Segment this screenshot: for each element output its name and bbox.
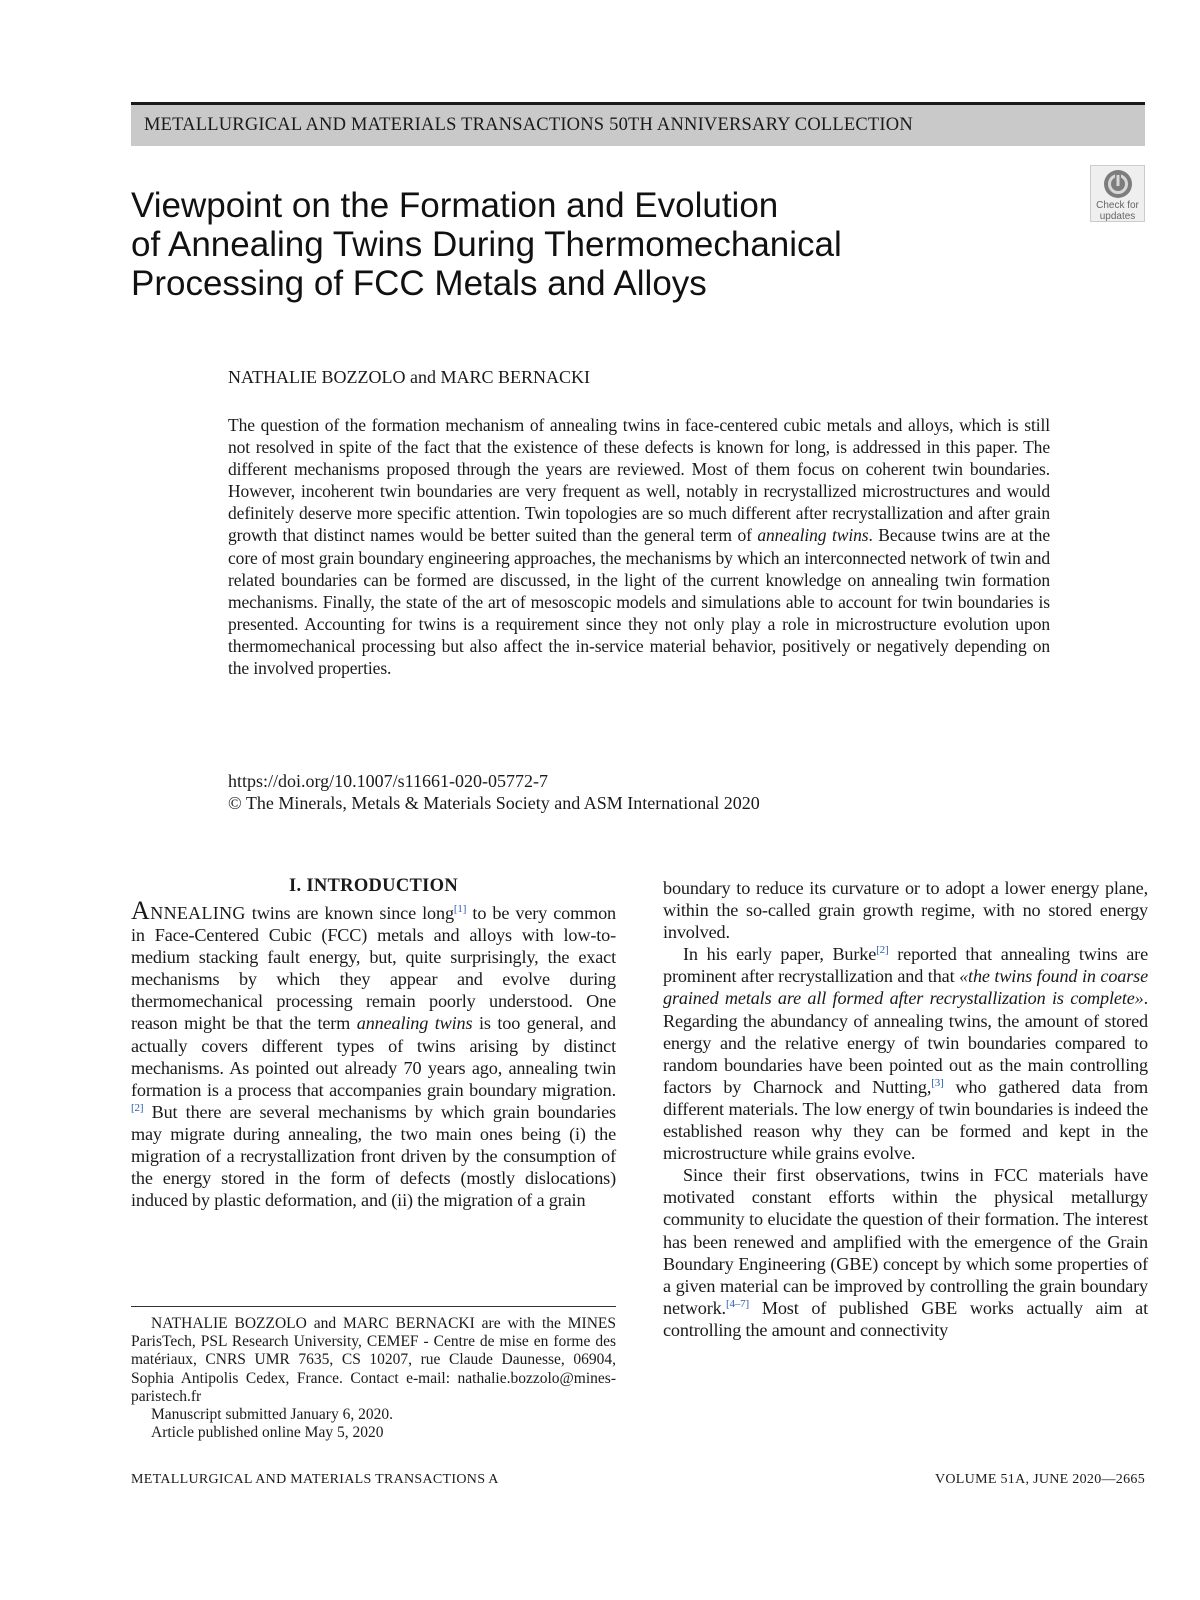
- publication-date: Article published online May 5, 2020: [151, 1424, 384, 1442]
- check-for-updates-badge[interactable]: [1090, 165, 1145, 222]
- footer-volume-page: VOLUME 51A, JUNE 2020—2665: [934, 1472, 1145, 1487]
- submission-date: Manuscript submitted January 6, 2020.: [151, 1406, 393, 1424]
- intro-paragraph-2: In his early paper, Burke[2] reported that annealing twins are prominent after recrystallization and that «the twins found in coarse grained metals are all formed after recrystallization is complete». Regarding the abundancy of annealing twins, the amount of stored energy and the relative energy of twin boundaries compared to random boundaries have been pointed out as the main controlling factors by Charnock and Nutting,[3] who gathered data from different materials. The low energy of twin boundaries is indeed the established reason why they can be formed and kept in the microstructure while grains evolve.: [663, 944, 1148, 1164]
- author-footnote: [131, 1315, 616, 1442]
- collection-banner: METALLURGICAL AND MATERIALS TRANSACTIONS 50TH ANNIVERSARY COLLECTION: [131, 102, 1145, 146]
- title-line: of Annealing Twins During Thermomechanical: [131, 225, 842, 264]
- citation-link[interactable]: [3]: [931, 1076, 944, 1089]
- citation-link[interactable]: [2]: [131, 1101, 144, 1114]
- affiliation: NATHALIE BOZZOLO and MARC BERNACKI are with the MINES ParisTech, PSL Research University, CEMEF - Centre de mise en forme des matériaux, CNRS UMR 7635, CS 10207, rue Claude Daunesse, 06904, Sophia Antipolis Cedex, France. Contact e-mail: nathalie.bozzolo@mines-paristech.fr: [131, 1315, 616, 1405]
- copyright: © The Minerals, Metals & Materials Society and ASM International 2020: [228, 793, 760, 813]
- title-line: Viewpoint on the Formation and Evolution: [131, 186, 779, 225]
- intro-column-left: [131, 896, 617, 1211]
- footnote-divider: [131, 1306, 616, 1307]
- dropcap: A: [131, 896, 151, 925]
- citation-link[interactable]: [4–7]: [725, 1297, 750, 1310]
- authors: NATHALIE BOZZOLO and MARC BERNACKI: [228, 367, 590, 387]
- intro-paragraph-3: Since their first observations, twins in FCC materials have motivated constant efforts within the physical metallurgy community to elucidate the question of their formation. The interest has been renewed and amplified with the emergence of the Grain Boundary Engineering (GBE) concept by which some properties of a given material can be improved by controlling the grain boundary network.[4–7] Most of published GBE works actually aim at controlling the amount and connectivity: [663, 1165, 1148, 1340]
- citation-link[interactable]: [1]: [453, 902, 467, 915]
- paper-title: [131, 186, 1031, 303]
- footer-journal: METALLURGICAL AND MATERIALS TRANSACTIONS A: [131, 1472, 499, 1487]
- intro-paragraph-1-start: ANNEALING twins are known since long[1] to be very common in Face-Centered Cubic (FCC) metals and alloys with low-to-medium stacking fault energy, but, quite surprisingly, the exact mechanisms by which they appear and evolve during thermomechanical processing remain poorly understood. One reason might be that the term annealing twins is too general, and actually covers different types of twins arising by distinct mechanisms. As pointed out already 70 years ago, annealing twin formation is a process that accompanies grain boundary migration.[2] But there are several mechanisms by which grain boundaries may migrate during annealing, the two main ones being (i) the migration of a recrystallization front driven by the consumption of the energy stored in the form of defects (mostly dislocations) induced by plastic deformation, and (ii) the migration of a grain: [131, 896, 617, 1211]
- citation-link[interactable]: [2]: [876, 944, 889, 957]
- doi-link[interactable]: https://doi.org/10.1007/s11661-020-05772-7: [228, 771, 549, 791]
- check-for-updates-label: Check for updates: [1096, 200, 1139, 222]
- section-heading: I. INTRODUCTION: [289, 876, 458, 896]
- intro-column-right: [663, 877, 1148, 1341]
- abstract: The question of the formation mechanism of annealing twins in face-centered cubic metals and alloys, which is still not resolved in spite of the fact that the existence of these defects is known for long, is addressed in this paper. The different mechanisms proposed through the years are reviewed. Most of them focus on coherent twin boundaries. However, incoherent twin boundaries are very frequent as well, notably in recrystallized microstructures and would definitely deserve more specific attention. Twin topologies are so much different after recrystallization and after grain growth that distinct names would be better suited than the general term of annealing twins. Because twins are at the core of most grain boundary engineering approaches, the mechanisms by which an interconnected network of twin and related boundaries can be formed are discussed, in the light of the current knowledge on annealing twin formation mechanisms. Finally, the state of the art of mesoscopic models and simulations able to account for twin boundaries is presented. Accounting for twins is a requirement since they not only play a role in microstructure evolution upon thermomechanical processing but also affect the in-service material behavior, positively or negatively depending on the involved properties.: [228, 415, 1050, 679]
- check-for-updates-icon: [1103, 169, 1133, 199]
- intro-paragraph-1-end: boundary to reduce its curvature or to adopt a lower energy plane, within the so-called grain growth regime, with no stored energy involved.: [663, 878, 1148, 943]
- abstract-term: annealing twins: [757, 525, 869, 546]
- title-line: Processing of FCC Metals and Alloys: [131, 264, 707, 303]
